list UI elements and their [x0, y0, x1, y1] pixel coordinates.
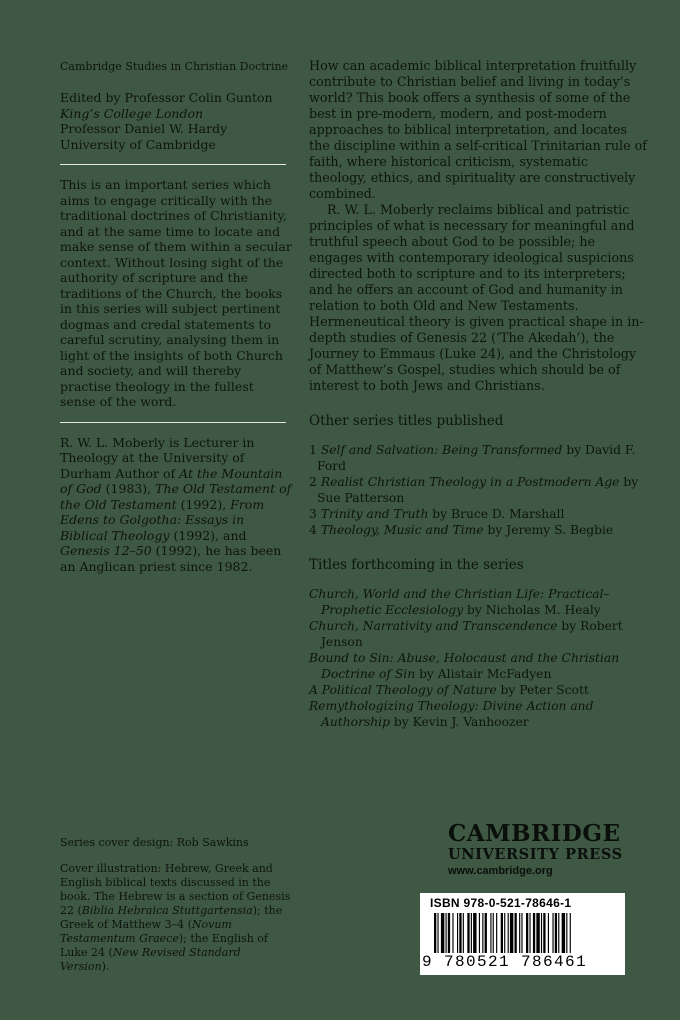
barcode-bar	[437, 913, 438, 953]
publisher-logo	[448, 822, 628, 879]
barcode-bar	[501, 913, 503, 953]
barcode-bar	[529, 913, 530, 953]
list-item: Remythologizing Theology: Divine Action and Authorship by Kevin J. Vanhoozer	[309, 699, 594, 729]
right-column	[309, 58, 649, 730]
published-heading: Other series titles published	[309, 413, 504, 429]
publisher-subtitle: UNIVERSITY PRESS	[448, 846, 623, 863]
divider	[60, 422, 286, 423]
list-item: Church, Narrativity and Transcendence by Robert Jenson	[309, 619, 623, 649]
editor-line: Edited by Professor Colin Gunton	[60, 90, 273, 105]
barcode-bar	[526, 913, 528, 953]
barcode-bar	[496, 913, 497, 953]
barcode-bar	[521, 913, 522, 953]
forthcoming-heading: Titles forthcoming in the series	[309, 557, 524, 573]
barcode-bar	[473, 913, 476, 953]
isbn-barcode	[420, 893, 625, 975]
barcode-bars	[434, 913, 612, 955]
editor-affiliation: King’s College London	[60, 105, 204, 121]
barcode-bar	[457, 913, 458, 953]
barcode-bar	[459, 913, 461, 953]
barcode-bar	[515, 913, 517, 953]
blurb-paragraph: How can academic biblical interpretation fruitfully contribute to Christian belief and living in today’s world? This book offers a synthesis of some of the best in pre-modern, modern, and post-modern approaches to biblical interpretation, and locates the discipline within a self-critical Trinitarian rule of faith, where historical criticism, systematic theology, ethics, and spirituality are constructively combined.	[309, 58, 647, 201]
list-item: 2 Realist Christian Theology in a Postmodern Age by Sue Patterson	[309, 475, 639, 505]
barcode-bar	[555, 913, 557, 953]
barcode-digits: 9 780521 786461	[422, 953, 588, 971]
barcode-bar	[533, 913, 535, 953]
left-column	[60, 60, 292, 574]
barcode-bar	[510, 913, 513, 953]
barcode-bar	[552, 913, 553, 953]
barcode-bar	[441, 913, 444, 953]
barcode-bar	[479, 913, 480, 953]
editor-affiliation: University of Cambridge	[60, 136, 216, 152]
barcode-bar	[452, 913, 453, 953]
isbn-label: ISBN 978-0-521-78646-1	[430, 896, 572, 910]
barcode-bar	[471, 913, 472, 953]
barcode-bar	[504, 913, 505, 953]
series-name: Cambridge Studies in Christian Doctrine	[60, 60, 289, 73]
list-item: 1 Self and Salvation: Being Transformed by David F. Ford	[309, 443, 636, 473]
editor-line: Professor Daniel W. Hardy	[60, 121, 228, 136]
barcode-bar	[467, 913, 469, 953]
barcode-bar	[490, 913, 491, 953]
publisher-name: CAMBRIDGE	[448, 820, 621, 847]
forthcoming-list	[309, 586, 649, 730]
barcode-bar	[543, 913, 545, 953]
barcode-bar	[508, 913, 509, 953]
editors-block	[60, 90, 292, 152]
barcode-bar	[558, 913, 559, 953]
barcode-bar	[562, 913, 565, 953]
cover-illustration-credit: Cover illustration: Hebrew, Greek and English biblical texts discussed in the book. The Hebrew is a section of Genesis 22 (Biblia Hebraica Stuttgartensia); the Greek of Matthew 3–4 (Novum Testamentum Graece); the English of Luke 24 (New Revised Standard Version).	[60, 862, 291, 973]
published-list	[309, 442, 649, 538]
blurb-paragraph: R. W. L. Moberly reclaims biblical and patristic principles of what is necessary for meaningful and truthful speech about God to be possible; he engages with contemporary ideological suspicions directed both to scripture and to its interpreters; and he offers an account of God and humanity in relation to both Old and New Testaments. Hermeneutical theory is given practical shape in in-depth studies of Genesis 22 (‘The Akedah’), the Journey to Emmaus (Luke 24), and the Christology of Matthew’s Gospel, studies which should be of interest to both Jews and Christians.	[309, 202, 644, 393]
barcode-bar	[485, 913, 487, 953]
publisher-url: www.cambridge.org	[448, 865, 553, 877]
barcode-bar	[446, 913, 447, 953]
barcode-bar	[448, 913, 450, 953]
barcode-bar	[570, 913, 571, 953]
list-item: 4 Theology, Music and Time by Jeremy S. Begbie	[309, 523, 614, 537]
series-description: This is an important series which aims to engage critically with the traditional doctrines of Christianity, and at the same time to locate and make sense of them within a secular context. Without losing sight of the authority of scripture and the traditions of the Church, the books in this series will subject pertinent dogmas and credal statements to careful scrutiny, analysing them in light of the insights of both Church and society, and will thereby practise theology in the fullest sense of the word.	[60, 177, 292, 409]
barcode-bar	[493, 913, 494, 953]
barcode-bar	[566, 913, 567, 953]
barcode-bar	[548, 913, 549, 953]
barcode-bar	[536, 913, 539, 953]
divider	[60, 164, 286, 165]
barcode-bar	[541, 913, 542, 953]
credits-block	[60, 836, 292, 974]
author-bio: R. W. L. Moberly is Lecturer in Theology at the University of Durham Author of At the Mountain of God (1983), The Old Testament of the Old Testament (1992), From Edens to Golgotha: Essays in Biblical Theology (1992), and Genesis 12–50 (1992), he has been an Anglican priest since 1982.	[60, 434, 292, 574]
list-item: Bound to Sin: Abuse, Holocaust and the Christian Doctrine of Sin by Alistair McFadyen	[309, 651, 620, 681]
barcode-bar	[519, 913, 520, 953]
barcode-bar	[463, 913, 464, 953]
list-item: 3 Trinity and Truth by Bruce D. Marshall	[309, 507, 565, 521]
list-item: Church, World and the Christian Life: Practical–Prophetic Ecclesiology by Nicholas M. Healy	[309, 587, 610, 617]
barcode-bar	[434, 913, 436, 953]
list-item: A Political Theology of Nature by Peter Scott	[309, 683, 589, 697]
barcode-bar	[482, 913, 483, 953]
cover-design-credit: Series cover design: Rob Sawkins	[60, 836, 249, 849]
